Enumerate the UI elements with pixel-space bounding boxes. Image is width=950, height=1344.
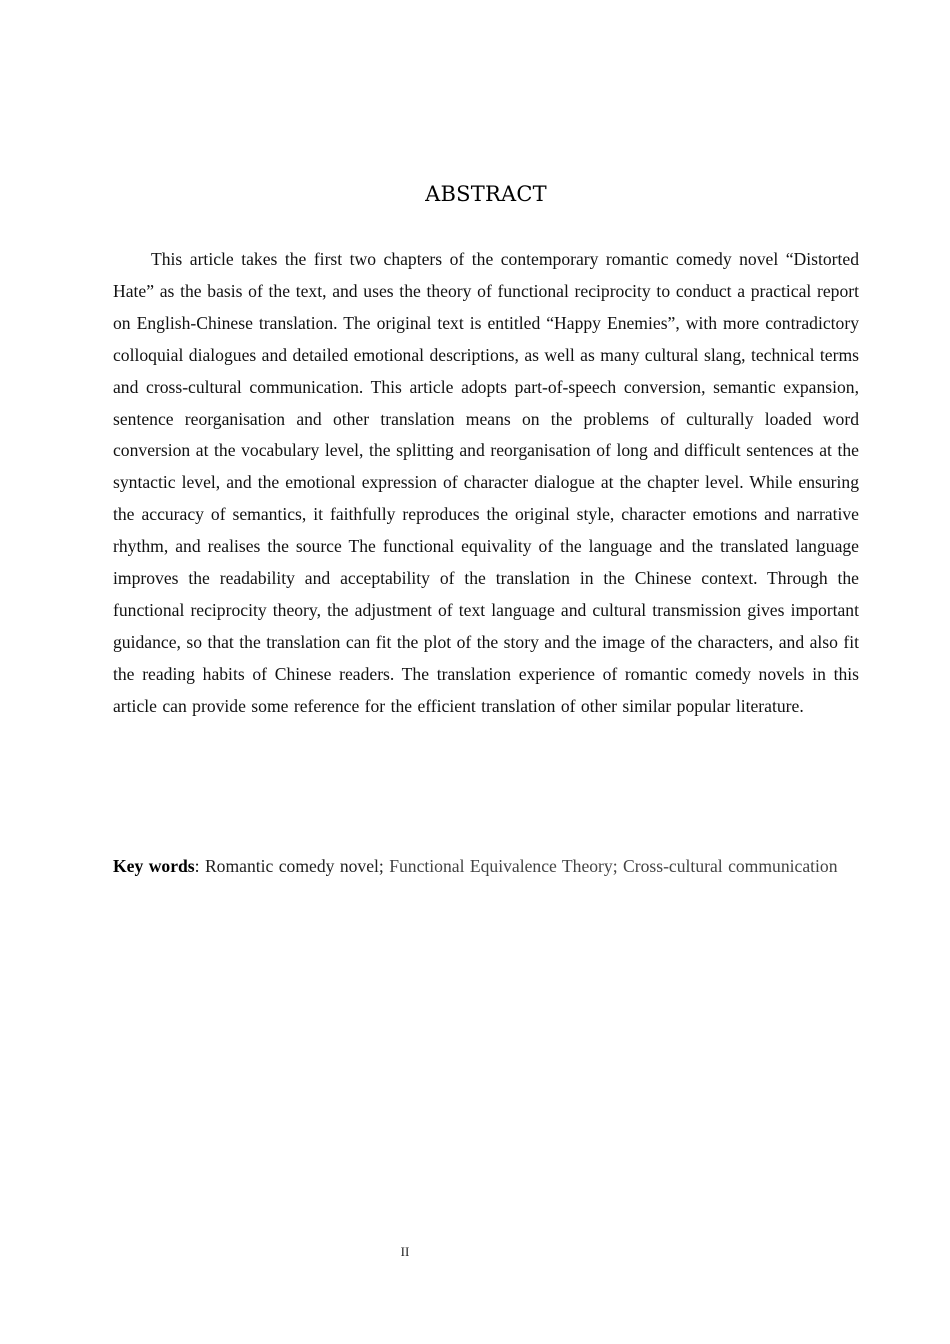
keyword-first: Romantic comedy novel; xyxy=(204,856,390,876)
keywords-label: Key words xyxy=(113,856,195,876)
keywords-rest: Functional Equivalence Theory; Cross-cultural communication xyxy=(389,856,838,876)
abstract-title: ABSTRACT xyxy=(425,182,547,206)
keywords-separator: : xyxy=(194,856,205,876)
abstract-body: This article takes the first two chapters of the contemporary romantic comedy novel “Distorted Hate” as the basis of the text, and uses the theory of functional reciprocity to conduct a practical report on English-Chinese translation. The original text is entitled “Happy Enemies”, with more contradictory colloquial dialogues and detailed emotional descriptions, as well as many cultural slang, technical terms and cross-cultural communication. This article adopts part-of-speech conversion, semantic expansion, sentence reorganisation and other translation means on the problems of culturally loaded word conversion at the vocabulary level, the splitting and reorganisation of long and difficult sentences at the syntactic level, and the emotional expression of character dialogue at the chapter level. While ensuring the accuracy of semantics, it faithfully reproduces the original style, character emotions and narrative rhythm, and realises the source The functional equivality of the language and the translated language improves the readability and acceptability of the translation in the Chinese context. Through the functional reciprocity theory, the adjustment of text language and cultural transmission gives important guidance, so that the translation can fit the plot of the story and the image of the characters, and also fit the reading habits of Chinese readers. The translation experience of romantic comedy novels in this article can provide some reference for the efficient translation of other similar popular literature. xyxy=(113,249,859,716)
keywords-paragraph xyxy=(113,851,859,883)
page-number: II xyxy=(400,1244,410,1259)
